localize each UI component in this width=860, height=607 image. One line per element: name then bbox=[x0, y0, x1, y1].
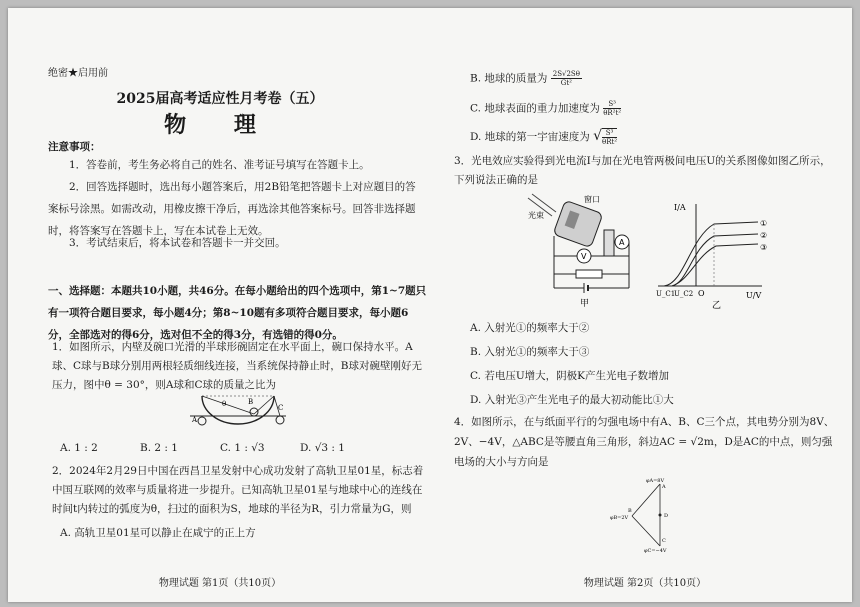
ammeter-label: A bbox=[619, 238, 625, 247]
q2-option-d-prefix: D. 地球的第一宇宙速度为 bbox=[470, 131, 590, 143]
phi-b-label: φB=2V bbox=[610, 515, 629, 521]
q2-option-c-prefix: C. 地球表面的重力加速度为 bbox=[470, 102, 600, 115]
q3-iu-graph bbox=[654, 198, 774, 310]
voltmeter-label: V bbox=[581, 252, 587, 261]
q3-option-b: B. 入射光①的频率大于③ bbox=[470, 346, 590, 358]
curve-2-label: ② bbox=[760, 231, 768, 240]
curve-3-label: ③ bbox=[760, 243, 768, 252]
sqrt-icon: √ bbox=[593, 128, 602, 144]
q2-option-c-fraction bbox=[603, 100, 621, 117]
point-c-label: C bbox=[662, 538, 666, 544]
q4-stem: 4．如图所示，在与纸面平行的匀强电场中有A、B、C三个点，其电势分别为8V、2V、−4V，△ABC是等腰直角三角形，斜边AC = √2m，D是AC的中点，则匀强电场的大小与方向是 bbox=[454, 416, 835, 468]
exam-sheet bbox=[8, 8, 852, 602]
q2-option-c bbox=[470, 100, 621, 117]
point-a-label: A bbox=[662, 484, 666, 490]
phi-a-label: φA=8V bbox=[646, 478, 665, 484]
notice-item-2: 2．回答选择题时，选出每小题答案后，用2B铅笔把答题卡上对应题目的答案标号涂黑。如需改动，用橡皮擦干净后，再选涂其他答案标号。回答非选择题时，将答案写在答题卡上，写在本试卷上无效。 bbox=[48, 181, 416, 237]
q4-triangle-figure bbox=[610, 474, 700, 554]
q2-option-a: A. 高轨卫星01星可以静止在咸宁的正上方 bbox=[60, 527, 256, 539]
q2-option-d-num: S³ bbox=[602, 129, 617, 138]
page-1-footer: 物理试题 第1页（共10页） bbox=[158, 578, 282, 589]
q1-option-b: B. 2 : 1 bbox=[140, 442, 178, 454]
figure-yi-label: 乙 bbox=[712, 301, 722, 310]
page-2-footer: 物理试题 第2页（共10页） bbox=[583, 578, 707, 589]
q3-circuit-figure bbox=[524, 192, 654, 310]
q1-option-d: D. √3 : 1 bbox=[300, 442, 345, 454]
notice-heading: 注意事项： bbox=[48, 141, 101, 153]
curve-1-label: ① bbox=[760, 219, 768, 228]
figure-jia-label: 甲 bbox=[580, 299, 590, 309]
point-d-label: D bbox=[664, 513, 669, 519]
page-2 bbox=[438, 8, 852, 602]
notice-item-1: 1．答卷前，考生务必将自己的姓名、准考证号填写在答题卡上。 bbox=[69, 159, 370, 171]
q2-option-b-den: Gt² bbox=[560, 79, 572, 87]
axis-x-label: U/V bbox=[746, 291, 762, 300]
subject-title: 物 理 bbox=[164, 112, 276, 138]
q2-option-c-den: θR²t² bbox=[603, 109, 622, 117]
phi-c-label: φC=−4V bbox=[644, 548, 667, 554]
q1-label-theta: θ bbox=[222, 400, 227, 408]
q1-label-c: C bbox=[278, 404, 284, 412]
origin-label: O bbox=[698, 289, 705, 298]
q3-option-a: A. 入射光①的频率大于② bbox=[470, 322, 590, 334]
q2-stem: 2．2024年2月29日中国在西昌卫星发射中心成功发射了高轨卫星01星，标志着中国互联网的效率与质量将进一步提升。已知高轨卫星01星与地球中心的连线在时间t内转过的弧度为θ，扫过的面积为S，地球的半径为R，引力常量为G，则 bbox=[52, 465, 424, 515]
q1-option-a: A. 1 : 2 bbox=[60, 442, 98, 454]
point-b-label: B bbox=[628, 508, 632, 514]
uc1-label: U_C1 bbox=[656, 290, 676, 298]
q1-label-b: B bbox=[248, 398, 254, 406]
section-heading: 一、选择题：本题共10小题，共46分。在每小题给出的四个选项中，第1~7题只有一项符合题目要求，每小题4分；第8~10题有多项符合题目要求，每小题6分，全部选对的得6分，选对但不全的得3分，有选错的得0分。 bbox=[48, 285, 427, 341]
q2-option-b-prefix: B. 地球的质量为 bbox=[470, 72, 548, 85]
q2-option-b-fraction bbox=[551, 70, 582, 87]
q2-option-b bbox=[470, 70, 582, 87]
q2-option-b-num: 2S√2Sθ bbox=[552, 70, 580, 78]
q1-label-a: A bbox=[192, 416, 198, 424]
q2-option-d bbox=[470, 128, 617, 146]
q2-option-d-fraction bbox=[602, 128, 617, 146]
uc2-label: U_C2 bbox=[674, 290, 694, 298]
q1-option-c: C. 1 : √3 bbox=[220, 442, 265, 454]
page-1 bbox=[8, 8, 432, 602]
notice-item-3: 3．考试结束后，将本试卷和答题卡一并交回。 bbox=[69, 237, 286, 249]
q2-option-d-den: θRt² bbox=[602, 138, 618, 146]
light-beam-label: 光束 bbox=[528, 211, 544, 220]
q3-option-c: C. 若电压U增大，阴极K产生光电子数增加 bbox=[470, 370, 670, 382]
window-label: 窗口 bbox=[584, 195, 600, 204]
q1-stem: 1．如图所示，内壁及碗口光滑的半球形碗固定在水平面上，碗口保持水平。A球、C球与B球分别用两根轻质细线连接，当系统保持静止时，B球对碗壁刚好无压力，图中θ = 30°，则A球和C球的质量之比为 bbox=[52, 341, 422, 391]
q2-option-c-num: S³ bbox=[603, 100, 621, 109]
axis-y-label: I/A bbox=[674, 203, 686, 212]
q3-option-d: D. 入射光③产生光电子的最大初动能比①大 bbox=[470, 394, 674, 406]
q3-stem: 3．光电效应实验得到光电流I与加在光电管两极间电压U的关系图像如图乙所示，下列说法正确的是 bbox=[454, 155, 831, 186]
q1-bowl-figure bbox=[188, 390, 288, 430]
curve-1 bbox=[664, 222, 758, 286]
exam-title: 2025届高考适应性月考卷（五） bbox=[116, 91, 324, 107]
secret-mark: 绝密★启用前 bbox=[48, 68, 108, 79]
curve-2 bbox=[672, 234, 758, 286]
